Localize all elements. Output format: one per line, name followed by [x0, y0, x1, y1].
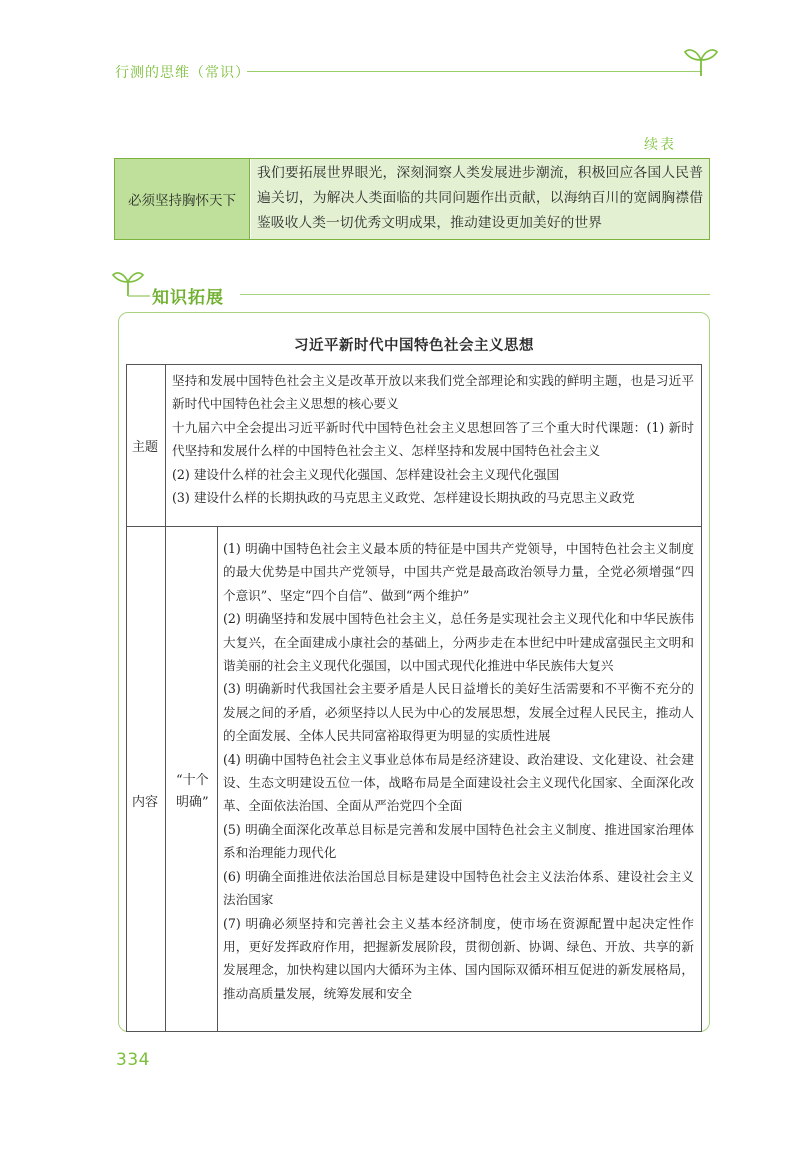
ten-clarifications-label: 明确” — [176, 795, 209, 810]
thought-table — [126, 364, 702, 1032]
content-paragraph: (4) 明确中国特色社会主义事业总体布局是经济建设、政治建设、文化建设、社会建设、生态文明建设五位一体，战略布局是全面建设社会主义现代化国家、全面深化改革、全面依法治国、全面从严治党四个全面 — [223, 751, 694, 814]
theme-cell — [172, 369, 694, 509]
header-rule — [247, 71, 702, 72]
theme-paragraph: 十九届六中全会提出习近平新时代中国特色社会主义思想回答了三个重大时代课题：(1) 新时代坚持和发展什么样的中国特色社会主义、怎样坚持和发展中国特色社会主义 — [172, 419, 694, 459]
table-title: 习近平新时代中国特色社会主义思想 — [294, 338, 534, 354]
theme-label: 主题 — [132, 440, 159, 455]
content-paragraph: (7) 明确必须坚持和完善社会主义基本经济制度，使市场在资源配置中起决定性作用，更好发挥政府作用，把握新发展阶段，贯彻创新、协调、绿色、开放、共享的新发展理念，加快构建以国内大循环为主体、国内国际双循环相互促进的新发展格局，推动高质量发展，统筹发展和安全 — [223, 915, 694, 1001]
continued-label: 续表 — [644, 137, 676, 153]
table-divider — [217, 526, 218, 1032]
sprout-icon — [681, 42, 721, 78]
continued-table — [114, 158, 710, 240]
continued-row-label: 必须坚持胸怀天下 — [115, 159, 250, 239]
knowledge-rule — [240, 294, 710, 295]
content-paragraph: (3) 明确新时代我国社会主要矛盾是人民日益增长的美好生活需要和不平衡不充分的发展之间的矛盾，必须坚持以人民为中心的发展思想，发展全过程人民民主，推动人的全面发展、全体人民共同富裕取得更为明显的实质性进展 — [223, 681, 694, 744]
content-cell — [223, 537, 694, 1005]
theme-paragraph: (3) 建设什么样的长期执政的马克思主义政党、怎样建设长期执政的马克思主义政党 — [172, 490, 635, 506]
table-divider — [127, 526, 702, 527]
knowledge-section-header — [110, 262, 710, 308]
knowledge-title: 知识拓展 — [152, 288, 224, 308]
content-label: 内容 — [132, 795, 159, 810]
content-paragraph: (2) 明确坚持和发展中国特色社会主义，总任务是实现社会主义现代化和中华民族伟大复兴，在全面建成小康社会的基础上，分两步走在本世纪中叶建成富强民主文明和谐美丽的社会主义现代化强国，以中国式现代化推进中华民族伟大复兴 — [223, 611, 694, 674]
content-paragraph: (1) 明确中国特色社会主义最本质的特征是中国共产党领导，中国特色社会主义制度的最大优势是中国共产党领导，中国共产党是最高政治领导力量，全党必须增强“四个意识”、坚定“四个自信”、做到“两个维护” — [223, 541, 694, 603]
header-title: 行测的思维（常识） — [115, 65, 250, 81]
theme-paragraph: (2) 建设什么样的社会主义现代化强国、怎样建设社会主义现代化强国 — [172, 466, 560, 482]
content-paragraph: (6) 明确全面推进依法治国总目标是建设中国特色社会主义法治体系、建设社会主义法治国家 — [223, 868, 694, 908]
theme-paragraph: 坚持和发展中国特色社会主义是改革开放以来我们党全部理论和实践的鲜明主题，也是习近平新时代中国特色社会主义思想的核心要义 — [172, 373, 694, 412]
content-paragraph: (5) 明确全面深化改革总目标是完善和发展中国特色社会主义制度、推进国家治理体系和治理能力现代化 — [223, 821, 694, 861]
sprout-icon — [110, 262, 150, 298]
running-header — [115, 60, 715, 90]
table-divider — [165, 365, 166, 1032]
ten-clarifications-label: “十个 — [176, 773, 209, 788]
continued-row-text: 我们要拓展世界眼光，深刻洞察人类发展进步潮流，积极回应各国人民普遍关切，为解决人类面临的共同问题作出贡献，以海纳百川的宽阔胸襟借鉴吸收人类一切优秀文明成果，推动建设更加美好的世界 — [251, 159, 709, 239]
page-number: 334 — [116, 1050, 150, 1070]
